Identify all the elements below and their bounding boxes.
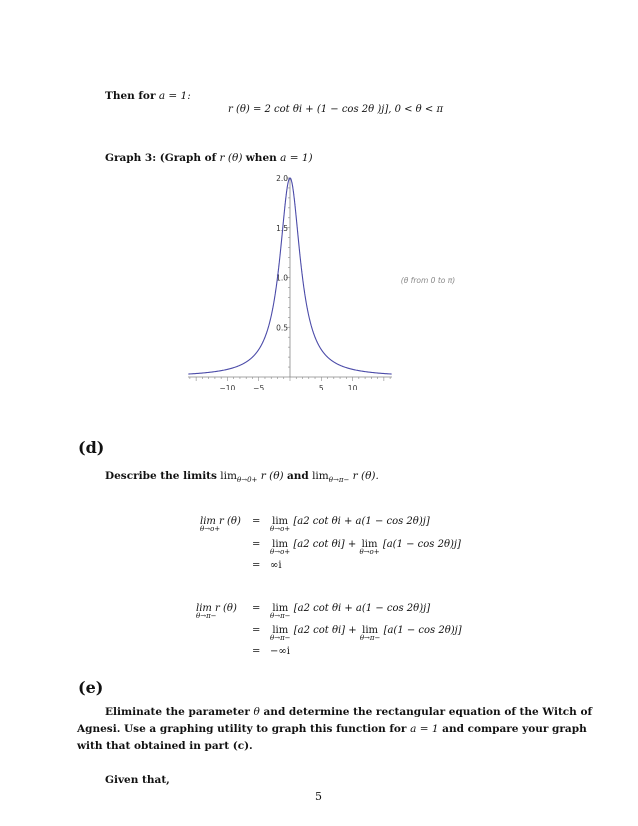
witch-of-agnesi-chart xyxy=(0,170,638,390)
graph3-caption-math-2: a = 1) xyxy=(280,152,313,164)
limit-1-step-1-lim: lim xyxy=(272,516,289,527)
y-tick-label: 1.5 xyxy=(276,223,288,233)
limit-2-left xyxy=(196,603,237,620)
limit-2-step-2-sub: θ→π− xyxy=(270,634,291,642)
page-number: 5 xyxy=(315,790,322,803)
limit-2-step-2-expr-b: [a(1 − cos 2θ)j] xyxy=(383,625,462,636)
limit-1-left-text: lim r (θ) xyxy=(200,516,241,527)
limit-1-left xyxy=(200,516,241,533)
section-e-label: (e) xyxy=(78,678,104,697)
limit-1-step-2-expr-b: [a(1 − cos 2θ)j] xyxy=(382,539,461,550)
limit-2-eq-2: = xyxy=(252,625,261,636)
section-d-question xyxy=(105,470,379,484)
limit-2-step-2-sub-b: θ→π− xyxy=(359,634,381,642)
limit-1-eq-3: = xyxy=(252,560,261,571)
section-e-paragraph xyxy=(77,704,592,755)
limit-2-step-2 xyxy=(270,625,462,642)
question-lim-sub-2: θ→π− xyxy=(328,476,350,485)
question-lim-sub-1: θ→0+ xyxy=(236,476,258,485)
limit-1-result: ∞i xyxy=(270,560,282,571)
limit-1-step-1-sub: θ→o+ xyxy=(270,525,291,533)
section-e-line-2-a: Agnesi. Use a graphing utility to graph this function for xyxy=(77,723,407,735)
limit-2-step-2-lim-b: lim xyxy=(362,625,379,636)
x-tick-label: −10 xyxy=(219,384,236,390)
limit-2-result: −∞i xyxy=(270,646,290,657)
limit-2-step-1-sub: θ→π− xyxy=(270,612,291,620)
then-for-math: a = 1: xyxy=(158,90,191,102)
limit-1-step-2-lim: lim xyxy=(272,539,289,550)
limit-1-step-1 xyxy=(270,516,430,533)
section-d-label: (d) xyxy=(78,438,105,457)
limit-1-eq-1: = xyxy=(252,516,261,527)
section-e-a-equals: a = 1 xyxy=(410,723,439,735)
parametric-equation: r (θ) = 2 cot θi + (1 − cos 2θ )j], 0 < θ < π xyxy=(228,104,444,115)
question-r-1: r (θ) xyxy=(260,470,284,482)
x-tick-label: 10 xyxy=(347,384,358,390)
limit-1-step-1-expr: [a2 cot θi + a(1 − cos 2θ)j] xyxy=(293,516,430,527)
question-lim-1: lim xyxy=(220,470,237,482)
then-for-line xyxy=(105,90,191,102)
limit-1-step-2 xyxy=(270,539,461,556)
limit-1-step-2-lim-b: lim xyxy=(361,539,378,550)
limit-2-step-1-expr: [a2 cot θi + a(1 − cos 2θ)j] xyxy=(293,603,431,614)
question-and: and xyxy=(286,470,309,482)
limit-2-step-1 xyxy=(270,603,430,620)
given-that: Given that, xyxy=(105,774,170,786)
section-e-line-1 xyxy=(105,704,592,721)
section-e-theta: θ xyxy=(253,706,260,718)
section-e-line-1-b: and determine the rectangular equation of the Witch of xyxy=(263,706,592,718)
y-tick-label: 0.5 xyxy=(276,323,288,333)
graph3-caption xyxy=(105,152,313,164)
limit-2-eq-3: = xyxy=(252,646,261,657)
section-e-line-1-a: Eliminate the parameter xyxy=(105,706,250,718)
graph3-caption-bold-1: Graph 3: (Graph of xyxy=(105,152,217,164)
limit-2-step-2-lim: lim xyxy=(272,625,289,636)
graph3-caption-bold-2: when xyxy=(245,152,277,164)
limit-1-step-2-sub: θ→o+ xyxy=(270,548,291,556)
limit-2-eq-1: = xyxy=(252,603,261,614)
chart-annotation: (θ from 0 to π) xyxy=(400,276,456,285)
limit-1-step-2-expr-a: [a2 cot θi] + xyxy=(293,539,357,550)
limit-2-step-1-lim: lim xyxy=(272,603,289,614)
limit-1-step-2-sub-b: θ→o+ xyxy=(359,548,380,556)
y-tick-label: 1.0 xyxy=(276,273,288,283)
question-text-1: Describe the limits xyxy=(105,470,217,482)
limit-2-step-2-expr-a: [a2 cot θi] + xyxy=(293,625,357,636)
section-e-line-2 xyxy=(77,721,587,738)
then-for-label: Then for xyxy=(105,90,156,102)
limit-1-eq-2: = xyxy=(252,539,261,550)
section-e-line-2-b: and compare your graph xyxy=(442,723,587,735)
graph3-caption-math-1: r (θ) xyxy=(219,152,243,164)
question-lim-2: lim xyxy=(312,470,329,482)
y-tick-label: 2.0 xyxy=(276,174,288,183)
limit-1-left-sub: θ→o+ xyxy=(200,525,221,533)
x-tick-label: 5 xyxy=(318,384,324,390)
question-r-2: r (θ). xyxy=(352,470,379,482)
x-tick-label: −5 xyxy=(253,384,265,390)
limit-2-left-text: lim r (θ) xyxy=(196,603,237,614)
limit-2-left-sub: θ→π− xyxy=(196,612,217,620)
section-e-line-3: with that obtained in part (c). xyxy=(77,740,253,752)
